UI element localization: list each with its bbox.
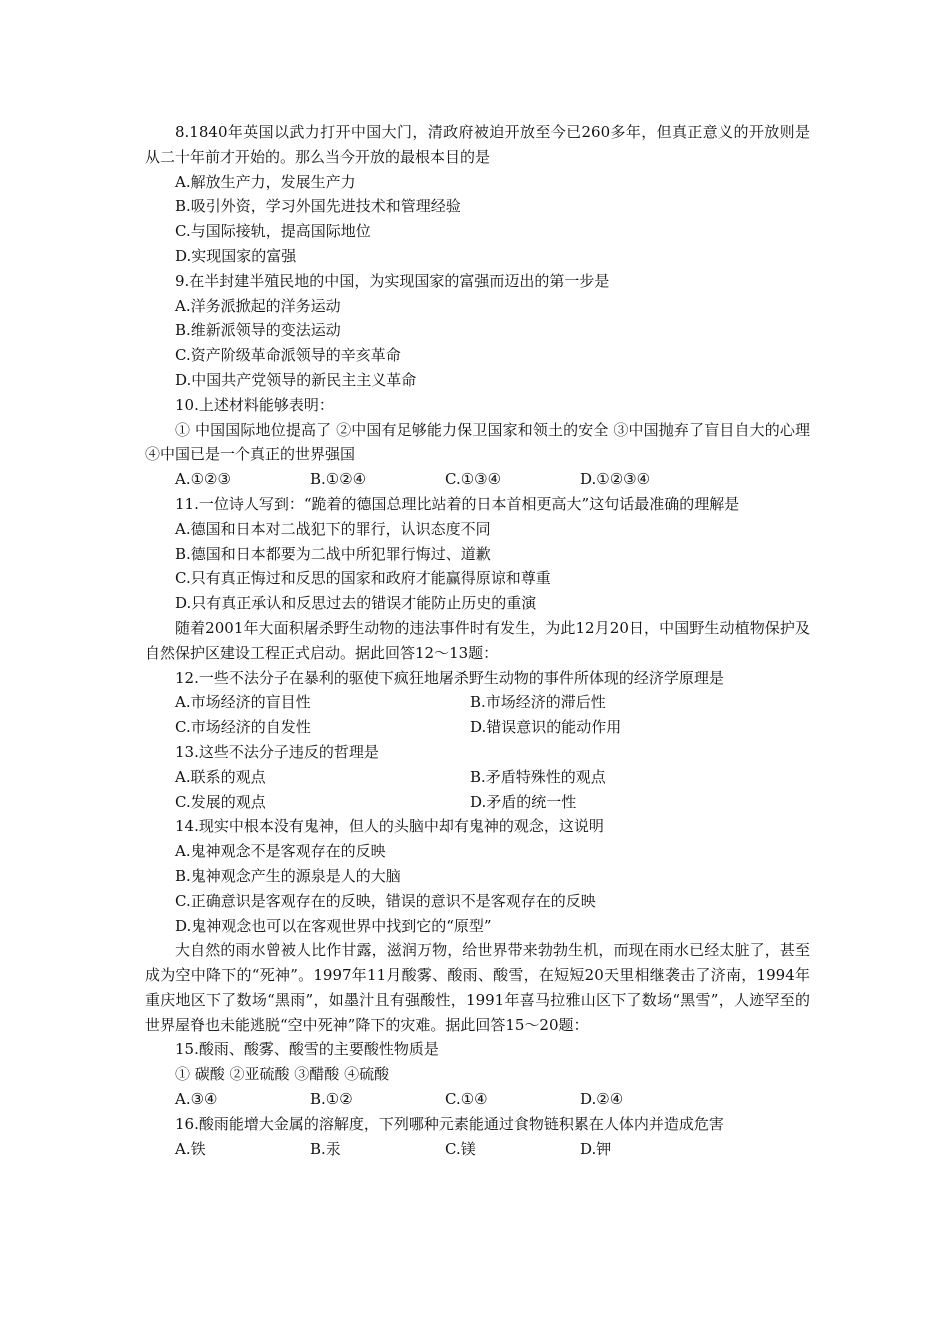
question-13-options-row-1 <box>145 765 810 790</box>
question-9-stem: 9.在半封建半殖民地的中国，为实现国家的富强而迈出的第一步是 <box>175 271 610 290</box>
question-11-stem: 11.一位诗人写到：“跪着的德国总理比站着的日本首相更高大”这句话最准确的理解是 <box>175 494 740 513</box>
question-15-option-d: D.②④ <box>580 1090 624 1109</box>
question-12-option-b: B.市场经济的滞后性 <box>470 693 606 712</box>
question-16-option-a: A.铁 <box>175 1139 206 1158</box>
question-11-option-c: C.只有真正悔过和反思的国家和政府才能赢得原谅和尊重 <box>175 569 551 588</box>
question-10-option-d: D.①②③④ <box>580 470 651 489</box>
question-16-option-b: B.汞 <box>310 1139 341 1158</box>
question-12-options-row-2 <box>145 715 810 740</box>
question-13-option-b: B.矛盾特殊性的观点 <box>470 767 606 786</box>
question-9-option-b: B.维新派领导的变法运动 <box>175 321 341 340</box>
question-8-option-a: A.解放生产力，发展生产力 <box>175 172 356 191</box>
question-8-option-c: C.与国际接轨，提高国际地位 <box>175 222 371 241</box>
question-15-stem: 15.酸雨、酸雾、酸雪的主要酸性物质是 <box>175 1040 439 1059</box>
question-10-option-a: A.①②③ <box>175 470 231 489</box>
question-9-option-c: C.资产阶级革命派领导的辛亥革命 <box>175 346 401 365</box>
question-16-options <box>145 1137 810 1162</box>
question-14-option-d: D.鬼神观念也可以在客观世界中找到它的“原型” <box>175 916 492 935</box>
question-12-stem: 12.一些不法分子在暴利的驱使下疯狂地屠杀野生动物的事件所体现的经济学原理是 <box>175 668 724 687</box>
question-8-option-b: B.吸引外资，学习外国先进技术和管理经验 <box>175 197 461 216</box>
question-14-option-b: B.鬼神观念产生的源泉是人的大脑 <box>175 866 401 885</box>
question-12-options-row-1 <box>145 690 810 715</box>
question-14-option-a: A.鬼神观念不是客观存在的反映 <box>175 842 386 861</box>
question-15-options <box>145 1087 810 1112</box>
question-9-option-a: A.洋务派掀起的洋务运动 <box>175 296 341 315</box>
question-8-option-d: D.实现国家的富强 <box>175 246 297 265</box>
question-10-option-b: B.①②④ <box>310 470 367 489</box>
question-10-option-c: C.①③④ <box>445 470 502 489</box>
material-12-13: 随着2001年大面积屠杀野生动物的违法事件时有发生，为此12月20日，中国野生动植物保护及自然保护区建设工程正式启动。据此回答12～13题： <box>145 618 810 662</box>
question-10-stem: 10.上述材料能够表明： <box>175 395 334 414</box>
question-13-stem: 13.这些不法分子违反的哲理是 <box>175 742 379 761</box>
question-14-stem: 14.现实中根本没有鬼神，但人的头脑中却有鬼神的观念，这说明 <box>175 817 604 836</box>
question-9-option-d: D.中国共产党领导的新民主主义革命 <box>175 370 417 389</box>
question-10-options <box>145 467 810 492</box>
question-13-option-a: A.联系的观点 <box>175 767 266 786</box>
question-11-option-b: B.德国和日本都要为二战中所犯罪行悔过、道歉 <box>175 544 491 563</box>
question-15-statements: ① 碳酸 ②亚硫酸 ③醋酸 ④硫酸 <box>175 1065 390 1084</box>
question-14-option-c: C.正确意识是客观存在的反映，错误的意识不是客观存在的反映 <box>175 891 596 910</box>
question-15-option-a: A.③④ <box>175 1090 218 1109</box>
question-13-options-row-2 <box>145 790 810 815</box>
question-16-stem: 16.酸雨能增大金属的溶解度，下列哪种元素能通过食物链积累在人体内并造成危害 <box>175 1114 724 1133</box>
question-12-option-d: D.错误意识的能动作用 <box>470 718 622 737</box>
question-15-option-b: B.①② <box>310 1090 353 1109</box>
question-11-option-a: A.德国和日本对二战犯下的罪行，认识态度不同 <box>175 519 491 538</box>
question-13-option-d: D.矛盾的统一性 <box>470 792 577 811</box>
question-11-option-d: D.只有真正承认和反思过去的错误才能防止历史的重演 <box>175 594 537 613</box>
question-13-option-c: C.发展的观点 <box>175 792 266 811</box>
question-12-option-c: C.市场经济的自发性 <box>175 718 311 737</box>
material-15-20: 大自然的雨水曾被人比作甘露，滋润万物，给世界带来勃勃生机，而现在雨水已经太脏了，甚至成为空中降下的“死神”。1997年11月酸雾、酸雨、酸雪，在短短20天里相继袭击了济南，1994年重庆地区下了数场“黑雨”，如墨汁且有强酸性，1991年喜马拉雅山区下了数场“黑雪”，人迹罕至的世界屋脊也未能逃脱“空中死神”降下的灾难。据此回答15～20题： <box>145 941 810 1034</box>
question-15-option-c: C.①④ <box>445 1090 488 1109</box>
exam-page <box>145 120 810 1161</box>
question-16-option-d: D.钾 <box>580 1139 612 1158</box>
question-12-option-a: A.市场经济的盲目性 <box>175 693 311 712</box>
question-16-option-c: C.镁 <box>445 1139 476 1158</box>
question-10-statements: ① 中国国际地位提高了 ②中国有足够能力保卫国家和领土的安全 ③中国抛弃了盲目自大的心理 ④中国已是一个真正的世界强国 <box>145 420 810 464</box>
question-8-stem: 8.1840年英国以武力打开中国大门，清政府被迫开放至今已260多年，但真正意义的开放则是从二十年前才开始的。那么当今开放的最根本目的是 <box>145 123 810 166</box>
